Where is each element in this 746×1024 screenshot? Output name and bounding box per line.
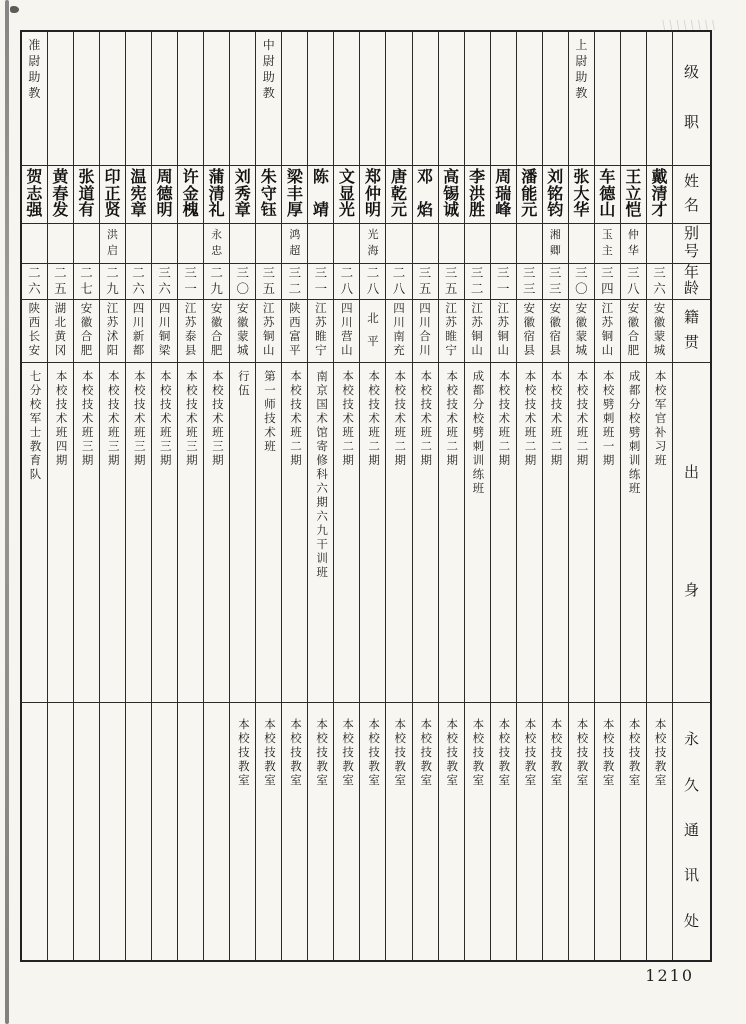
name-cell: 高 锡 诚 [439,166,464,224]
native-cell: 江 苏 铜 山 [491,300,516,363]
native-cell: 安 徽 合 肥 [621,300,646,363]
header-rank-cell: 级 职 [673,32,710,166]
rank-cell [100,32,125,166]
origin-cell: 本校技术班二期 [360,363,385,703]
name-cell: 张 大 华 [569,166,594,224]
origin-cell: 本校技术班二期 [569,363,594,703]
contact-cell: 本校技教室 [471,718,484,788]
hao-cell [465,224,490,264]
person-column [360,32,386,960]
person-column [569,32,595,960]
age-cell: 二 八 [386,264,411,300]
hao-cell [308,224,333,264]
native-cell: 江 苏 沭 阳 [100,300,125,363]
name-cell: 张 道 有 [74,166,99,224]
native-cell: 安 徽 蒙 城 [569,300,594,363]
name-cell: 贺 志 强 [22,166,47,224]
age-cell: 三 四 [595,264,620,300]
rank-cell [647,32,672,166]
rank-cell [74,32,99,166]
name-cell: 李 洪 胜 [465,166,490,224]
origin-cell: 本校技术班二期 [543,363,568,703]
hao-cell [256,224,281,264]
native-cell: 安 徽 蒙 城 [647,300,672,363]
hao-cell: 玉 主 [595,224,620,264]
age-cell: 三 〇 [569,264,594,300]
native-cell: 江 苏 睢 宁 [308,300,333,363]
origin-cell: 本校技术班四期 [48,363,73,703]
rank-cell: 上 尉 助 教 [569,32,594,166]
native-cell: 安 徽 宿 县 [543,300,568,363]
age-cell: 三 五 [413,264,438,300]
hao-cell [22,224,47,264]
person-column [74,32,100,960]
roster-table [20,30,712,962]
contact-cell: 本校技教室 [367,718,380,788]
rank-cell: 中 尉 助 教 [256,32,281,166]
name-cell: 黄 春 发 [48,166,73,224]
origin-cell: 本校劈刺班一期 [595,363,620,703]
hao-cell [178,224,203,264]
hao-cell [517,224,542,264]
age-cell: 三 一 [491,264,516,300]
contact-cell: 本校技教室 [601,718,614,788]
contact-cell [22,703,47,960]
name-cell: 许 金 槐 [178,166,203,224]
contact-cell: 本校技教室 [236,718,249,788]
rank-cell [386,32,411,166]
origin-cell: 本校技术班二期 [491,363,516,703]
rank-cell: 准 尉 助 教 [22,32,47,166]
contact-cell: 本校技教室 [497,718,510,788]
contact-cell: 本校技教室 [393,718,406,788]
hao-cell: 永 忠 [204,224,229,264]
rank-cell [178,32,203,166]
person-column [386,32,412,960]
contact-cell: 本校技教室 [523,718,536,788]
age-cell: 二 六 [22,264,47,300]
hao-cell: 仲 华 [621,224,646,264]
name-cell: 陈 靖 [308,166,333,224]
origin-cell: 七分校军士教育队 [22,363,47,703]
name-cell: 郑 仲 明 [360,166,385,224]
person-column [621,32,647,960]
person-column [48,32,74,960]
name-cell: 王 立 恺 [621,166,646,224]
hao-cell: 光 海 [360,224,385,264]
rank-cell [439,32,464,166]
hao-cell: 湘 卿 [543,224,568,264]
origin-cell: 本校技术班二期 [439,363,464,703]
native-cell: 江 苏 铜 山 [595,300,620,363]
name-cell: 刘 铭 钧 [543,166,568,224]
name-cell: 唐 乾 元 [386,166,411,224]
person-column [465,32,491,960]
rank-cell [230,32,255,166]
rank-cell [282,32,307,166]
hao-cell: 洪 启 [100,224,125,264]
contact-cell [100,703,125,960]
name-cell: 梁 丰 厚 [282,166,307,224]
origin-cell: 本校技术班二期 [282,363,307,703]
person-column [152,32,178,960]
contact-cell: 本校技教室 [549,718,562,788]
person-column [647,32,673,960]
name-cell: 文 显 光 [334,166,359,224]
origin-cell: 本校技术班三期 [100,363,125,703]
contact-cell: 本校技教室 [315,718,328,788]
origin-cell: 本校技术班三期 [126,363,151,703]
contact-cell [48,703,73,960]
person-column [204,32,230,960]
person-column [543,32,569,960]
origin-cell: 成都分校劈刺训练班 [465,363,490,703]
native-cell: 江 苏 睢 宁 [439,300,464,363]
age-cell: 二 六 [126,264,151,300]
rank-cell [126,32,151,166]
age-cell: 三 三 [517,264,542,300]
header-age-cell: 年 龄 [673,264,710,300]
person-column [282,32,308,960]
contact-cell: 本校技教室 [289,718,302,788]
rank-cell [152,32,177,166]
name-cell: 蒲 清 礼 [204,166,229,224]
contact-cell [74,703,99,960]
age-cell: 三 五 [256,264,281,300]
age-cell: 二 五 [48,264,73,300]
hao-cell [74,224,99,264]
rank-cell [334,32,359,166]
hao-cell: 鸿 超 [282,224,307,264]
origin-cell: 行伍 [230,363,255,703]
person-column [308,32,334,960]
native-cell: 安 徽 合 肥 [204,300,229,363]
page-number: 1210 [645,966,694,985]
native-cell: 江 苏 铜 山 [256,300,281,363]
native-cell: 江 苏 铜 山 [465,300,490,363]
hao-cell [491,224,516,264]
rank-cell [595,32,620,166]
person-column [178,32,204,960]
rank-cell [543,32,568,166]
hao-cell [569,224,594,264]
person-column [595,32,621,960]
native-cell: 四 川 铜 梁 [152,300,177,363]
scan-binding-shadow [5,0,9,1024]
header-hao-cell: 别 号 [673,224,710,264]
table-header-column [673,32,710,960]
age-cell: 三 六 [152,264,177,300]
person-column [491,32,517,960]
native-cell: 安 徽 宿 县 [517,300,542,363]
native-cell: 湖 北 黄 冈 [48,300,73,363]
hao-cell [439,224,464,264]
native-cell: 四 川 新 都 [126,300,151,363]
native-cell: 江 苏 泰 县 [178,300,203,363]
name-cell: 周 德 明 [152,166,177,224]
origin-cell: 本校技术班三期 [74,363,99,703]
age-cell: 三 一 [308,264,333,300]
hao-cell [48,224,73,264]
origin-cell: 本校技术班三期 [178,363,203,703]
name-cell: 周 瑞 峰 [491,166,516,224]
person-column [439,32,465,960]
age-cell: 三 一 [178,264,203,300]
header-origin-cell: 出 身 [673,363,710,703]
contact-cell: 本校技教室 [445,718,458,788]
scan-noise [658,20,718,30]
origin-cell: 成都分校劈刺训练班 [621,363,646,703]
hao-cell [230,224,255,264]
origin-cell: 本校技术班三期 [204,363,229,703]
scan-speck [10,6,19,13]
age-cell: 二 八 [334,264,359,300]
age-cell: 三 三 [543,264,568,300]
rank-cell [360,32,385,166]
name-cell: 印 正 贤 [100,166,125,224]
hao-cell [386,224,411,264]
name-cell: 戴 清 才 [647,166,672,224]
rank-cell [621,32,646,166]
contact-cell: 本校技教室 [262,718,275,788]
name-cell: 温 宪 章 [126,166,151,224]
native-cell: 四 川 合 川 [413,300,438,363]
hao-cell [152,224,177,264]
person-column [100,32,126,960]
origin-cell: 本校军官补习班 [647,363,672,703]
origin-cell: 本校技术班二期 [517,363,542,703]
name-cell: 邓 焰 [413,166,438,224]
native-cell: 四 川 营 山 [334,300,359,363]
age-cell: 二 七 [74,264,99,300]
age-cell: 二 九 [204,264,229,300]
contact-cell [178,703,203,960]
person-column [413,32,439,960]
header-contact-cell: 永 久 通 讯 处 [683,732,699,930]
native-cell: 陕 西 富 平 [282,300,307,363]
person-column [517,32,543,960]
age-cell: 三 六 [647,264,672,300]
contact-cell: 本校技教室 [419,718,432,788]
contact-cell: 本校技教室 [575,718,588,788]
contact-cell [152,703,177,960]
origin-cell: 本校技术班二期 [413,363,438,703]
contact-cell: 本校技教室 [653,718,666,788]
rank-cell [491,32,516,166]
age-cell: 三 〇 [230,264,255,300]
person-column [256,32,282,960]
name-cell: 车 德 山 [595,166,620,224]
name-cell: 朱 守 钰 [256,166,281,224]
rank-cell [413,32,438,166]
origin-cell: 南京国术馆寄修科六期六九干训班 [308,363,333,703]
hao-cell [413,224,438,264]
hao-cell [647,224,672,264]
native-cell: 陕 西 长 安 [22,300,47,363]
name-cell: 潘 能 元 [517,166,542,224]
person-column [230,32,256,960]
person-column [334,32,360,960]
age-cell: 二 八 [360,264,385,300]
person-column [22,32,48,960]
age-cell: 三 八 [621,264,646,300]
native-cell: 四 川 南 充 [386,300,411,363]
native-cell: 安 徽 合 肥 [74,300,99,363]
native-cell: 北 平 [360,300,385,363]
header-name-cell: 姓 名 [673,166,710,224]
name-cell: 刘 秀 章 [230,166,255,224]
age-cell: 三 二 [282,264,307,300]
origin-cell: 本校技术班二期 [386,363,411,703]
contact-cell: 本校技教室 [627,718,640,788]
origin-cell: 本校技术班二期 [334,363,359,703]
rank-cell [308,32,333,166]
contact-cell [204,703,229,960]
age-cell: 三 二 [465,264,490,300]
hao-cell [334,224,359,264]
rank-cell [517,32,542,166]
age-cell: 三 五 [439,264,464,300]
native-cell: 安 徽 蒙 城 [230,300,255,363]
header-native-cell: 籍 贯 [673,300,710,363]
age-cell: 二 九 [100,264,125,300]
contact-cell [126,703,151,960]
origin-cell: 本校技术班三期 [152,363,177,703]
contact-cell: 本校技教室 [341,718,354,788]
person-column [126,32,152,960]
hao-cell [126,224,151,264]
origin-cell: 第一师技术班 [256,363,281,703]
rank-cell [465,32,490,166]
rank-cell [204,32,229,166]
rank-cell [48,32,73,166]
